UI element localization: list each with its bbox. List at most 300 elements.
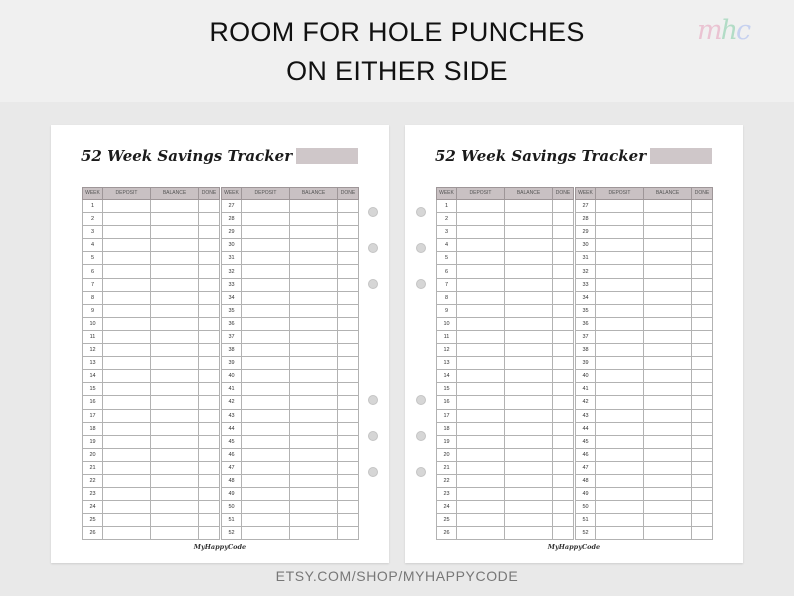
week-number: 7 [83,278,103,291]
column-header: WEEK [83,188,103,200]
balance-cell [505,435,553,448]
deposit-cell [596,488,644,501]
table-row [83,514,220,527]
week-number: 40 [222,370,242,383]
table-row [83,501,220,514]
page-footer-brand: MyHappyCode [547,543,601,551]
deposit-cell [596,448,644,461]
deposit-cell [596,200,644,213]
column-header: BALANCE [290,188,338,200]
hole-punch-marker [368,279,378,289]
week-number: 10 [83,317,103,330]
week-number: 2 [83,213,103,226]
week-number: 26 [83,527,103,540]
deposit-cell [457,265,505,278]
done-cell [692,265,713,278]
done-cell [692,344,713,357]
table-row [576,488,713,501]
balance-cell [644,226,692,239]
column-header: BALANCE [505,188,553,200]
week-number: 14 [437,370,457,383]
week-number: 8 [83,291,103,304]
table-row [576,357,713,370]
table-row [576,278,713,291]
column-header: WEEK [222,188,242,200]
balance-cell [505,252,553,265]
deposit-cell [457,501,505,514]
done-cell [199,422,220,435]
week-number: 36 [222,317,242,330]
done-cell [199,357,220,370]
deposit-cell [596,461,644,474]
deposit-cell [242,474,290,487]
column-header: DONE [338,188,359,200]
table-row [576,383,713,396]
done-cell [199,200,220,213]
deposit-cell [596,501,644,514]
balance-cell [644,409,692,422]
done-cell [692,488,713,501]
balance-cell [290,448,338,461]
week-number: 31 [222,252,242,265]
done-cell [199,330,220,343]
done-cell [553,514,574,527]
done-cell [553,383,574,396]
balance-cell [505,213,553,226]
table-row [83,239,220,252]
balance-cell [290,527,338,540]
table-row [576,344,713,357]
done-cell [338,501,359,514]
done-cell [338,474,359,487]
balance-cell [290,435,338,448]
balance-cell [151,501,199,514]
week-number: 48 [222,474,242,487]
logo-letter: m [697,15,721,46]
column-header: DEPOSIT [457,188,505,200]
week-number: 3 [83,226,103,239]
tracker-page-left [51,125,389,563]
deposit-cell [596,344,644,357]
deposit-cell [242,278,290,291]
table-row [437,278,574,291]
balance-cell [505,396,553,409]
headline-line-2: ON EITHER SIDE [286,56,508,86]
week-number: 3 [437,226,457,239]
deposit-cell [457,226,505,239]
week-number: 13 [437,357,457,370]
hole-punch-marker [368,243,378,253]
deposit-cell [103,291,151,304]
balance-cell [644,448,692,461]
table-row [437,239,574,252]
week-number: 7 [437,278,457,291]
balance-cell [644,514,692,527]
done-cell [553,330,574,343]
table-row [576,239,713,252]
balance-cell [644,383,692,396]
table-row [83,488,220,501]
done-cell [692,422,713,435]
balance-cell [644,396,692,409]
balance-cell [290,409,338,422]
deposit-cell [242,304,290,317]
table-row [437,435,574,448]
balance-cell [151,278,199,291]
balance-cell [290,265,338,278]
balance-cell [151,514,199,527]
balance-cell [505,409,553,422]
week-number: 33 [576,278,596,291]
balance-cell [151,461,199,474]
done-cell [553,501,574,514]
week-number: 47 [576,461,596,474]
tracker-table-weeks-1-26 [436,187,574,540]
deposit-cell [457,435,505,448]
table-row [576,265,713,278]
deposit-cell [596,265,644,278]
table-row [222,396,359,409]
week-number: 31 [576,252,596,265]
balance-cell [151,409,199,422]
deposit-cell [242,291,290,304]
done-cell [338,330,359,343]
deposit-cell [103,317,151,330]
balance-cell [644,422,692,435]
week-number: 42 [222,396,242,409]
balance-cell [644,330,692,343]
table-row [222,527,359,540]
deposit-cell [596,278,644,291]
deposit-cell [596,226,644,239]
deposit-cell [457,448,505,461]
balance-cell [505,422,553,435]
week-number: 24 [437,501,457,514]
balance-cell [505,278,553,291]
week-number: 50 [576,501,596,514]
week-number: 45 [222,435,242,448]
table-row [83,409,220,422]
week-number: 29 [576,226,596,239]
deposit-cell [596,514,644,527]
table-row [222,213,359,226]
table-row [222,409,359,422]
balance-cell [151,422,199,435]
column-header: WEEK [437,188,457,200]
table-row [222,422,359,435]
balance-cell [644,278,692,291]
deposit-cell [103,527,151,540]
done-cell [199,527,220,540]
deposit-cell [457,488,505,501]
balance-cell [290,278,338,291]
table-row [83,527,220,540]
deposit-cell [103,501,151,514]
hole-punch-marker [416,243,426,253]
column-header: DONE [553,188,574,200]
deposit-cell [596,291,644,304]
table-row [437,330,574,343]
table-row [437,527,574,540]
done-cell [692,383,713,396]
deposit-cell [457,396,505,409]
done-cell [199,488,220,501]
done-cell [338,213,359,226]
week-number: 8 [437,291,457,304]
balance-cell [644,344,692,357]
done-cell [338,344,359,357]
week-number: 27 [576,200,596,213]
deposit-cell [103,344,151,357]
table-row [222,344,359,357]
done-cell [553,317,574,330]
tracker-table-weeks-27-52 [575,187,713,540]
table-row [437,383,574,396]
shop-url[interactable]: ETSY.COM/SHOP/MYHAPPYCODE [275,568,519,584]
done-cell [199,344,220,357]
deposit-cell [242,448,290,461]
week-number: 2 [437,213,457,226]
deposit-cell [242,527,290,540]
balance-cell [290,370,338,383]
balance-cell [505,501,553,514]
column-header: BALANCE [644,188,692,200]
balance-cell [290,357,338,370]
table-row [222,317,359,330]
done-cell [199,278,220,291]
logo-letter: c [736,15,750,46]
table-row [576,226,713,239]
deposit-cell [596,474,644,487]
week-number: 41 [576,383,596,396]
done-cell [338,409,359,422]
hole-punch-marker [368,431,378,441]
balance-cell [505,357,553,370]
done-cell [338,396,359,409]
balance-cell [644,239,692,252]
deposit-cell [103,474,151,487]
week-number: 20 [437,448,457,461]
balance-cell [151,474,199,487]
deposit-cell [103,396,151,409]
week-number: 17 [437,409,457,422]
done-cell [199,291,220,304]
deposit-cell [457,330,505,343]
table-row [576,422,713,435]
done-cell [338,252,359,265]
done-cell [199,474,220,487]
balance-cell [151,370,199,383]
done-cell [338,435,359,448]
done-cell [199,461,220,474]
week-number: 52 [576,527,596,540]
week-number: 25 [83,514,103,527]
week-number: 38 [222,344,242,357]
table-row [437,461,574,474]
table-row [83,422,220,435]
table-row [576,200,713,213]
week-number: 39 [222,357,242,370]
balance-cell [505,461,553,474]
table-row [576,527,713,540]
week-number: 32 [222,265,242,278]
deposit-cell [103,213,151,226]
week-number: 49 [222,488,242,501]
week-number: 51 [222,514,242,527]
balance-cell [644,213,692,226]
hole-punch-marker [416,207,426,217]
balance-cell [644,474,692,487]
table-row [576,252,713,265]
deposit-cell [103,200,151,213]
week-number: 15 [437,383,457,396]
deposit-cell [103,514,151,527]
column-header: DEPOSIT [242,188,290,200]
deposit-cell [596,422,644,435]
done-cell [553,527,574,540]
balance-cell [290,304,338,317]
table-row [576,213,713,226]
balance-cell [505,344,553,357]
table-row [576,435,713,448]
table-row [576,330,713,343]
table-row [437,291,574,304]
balance-cell [644,435,692,448]
table-row [83,200,220,213]
balance-cell [290,474,338,487]
table-row [83,317,220,330]
deposit-cell [596,370,644,383]
done-cell [553,265,574,278]
done-cell [692,357,713,370]
balance-cell [505,514,553,527]
week-number: 35 [576,304,596,317]
table-row [576,409,713,422]
balance-cell [151,226,199,239]
week-number: 42 [576,396,596,409]
done-cell [553,239,574,252]
week-number: 46 [222,448,242,461]
balance-cell [505,265,553,278]
done-cell [338,370,359,383]
week-number: 29 [222,226,242,239]
balance-cell [151,330,199,343]
week-number: 21 [83,461,103,474]
table-row [437,422,574,435]
deposit-cell [457,304,505,317]
deposit-cell [457,317,505,330]
week-number: 49 [576,488,596,501]
week-number: 43 [222,409,242,422]
table-row [576,514,713,527]
week-number: 45 [576,435,596,448]
week-number: 15 [83,383,103,396]
done-cell [692,239,713,252]
balance-cell [505,448,553,461]
done-cell [199,501,220,514]
balance-cell [151,435,199,448]
table-row [83,226,220,239]
deposit-cell [103,330,151,343]
table-row [222,501,359,514]
done-cell [692,278,713,291]
week-number: 24 [83,501,103,514]
balance-cell [151,291,199,304]
week-number: 19 [83,435,103,448]
balance-cell [151,344,199,357]
deposit-cell [596,330,644,343]
deposit-cell [242,317,290,330]
done-cell [553,409,574,422]
table-row [222,357,359,370]
balance-cell [290,239,338,252]
balance-cell [505,291,553,304]
deposit-cell [457,278,505,291]
done-cell [692,213,713,226]
table-row [83,344,220,357]
week-number: 28 [576,213,596,226]
balance-cell [151,527,199,540]
table-row [222,370,359,383]
done-cell [553,291,574,304]
done-cell [338,422,359,435]
balance-cell [151,252,199,265]
deposit-cell [242,461,290,474]
week-number: 51 [576,514,596,527]
balance-cell [151,357,199,370]
table-row [222,330,359,343]
done-cell [692,527,713,540]
balance-cell [151,317,199,330]
deposit-cell [242,435,290,448]
done-cell [692,474,713,487]
balance-cell [644,252,692,265]
week-number: 38 [576,344,596,357]
done-cell [338,448,359,461]
deposit-cell [457,200,505,213]
deposit-cell [242,226,290,239]
week-number: 12 [83,344,103,357]
table-row [437,474,574,487]
table-row [437,514,574,527]
balance-cell [290,252,338,265]
done-cell [338,317,359,330]
table-row [83,278,220,291]
balance-cell [505,239,553,252]
week-number: 40 [576,370,596,383]
hole-punch-marker [416,395,426,405]
week-number: 22 [83,474,103,487]
title-name-box [650,148,712,164]
deposit-cell [596,317,644,330]
table-row [576,461,713,474]
week-number: 39 [576,357,596,370]
table-row [83,383,220,396]
table-row [437,213,574,226]
deposit-cell [242,330,290,343]
week-number: 18 [83,422,103,435]
done-cell [338,226,359,239]
done-cell [692,200,713,213]
done-cell [199,448,220,461]
deposit-cell [457,514,505,527]
week-number: 47 [222,461,242,474]
balance-cell [505,226,553,239]
done-cell [199,435,220,448]
deposit-cell [457,409,505,422]
balance-cell [290,213,338,226]
done-cell [553,474,574,487]
